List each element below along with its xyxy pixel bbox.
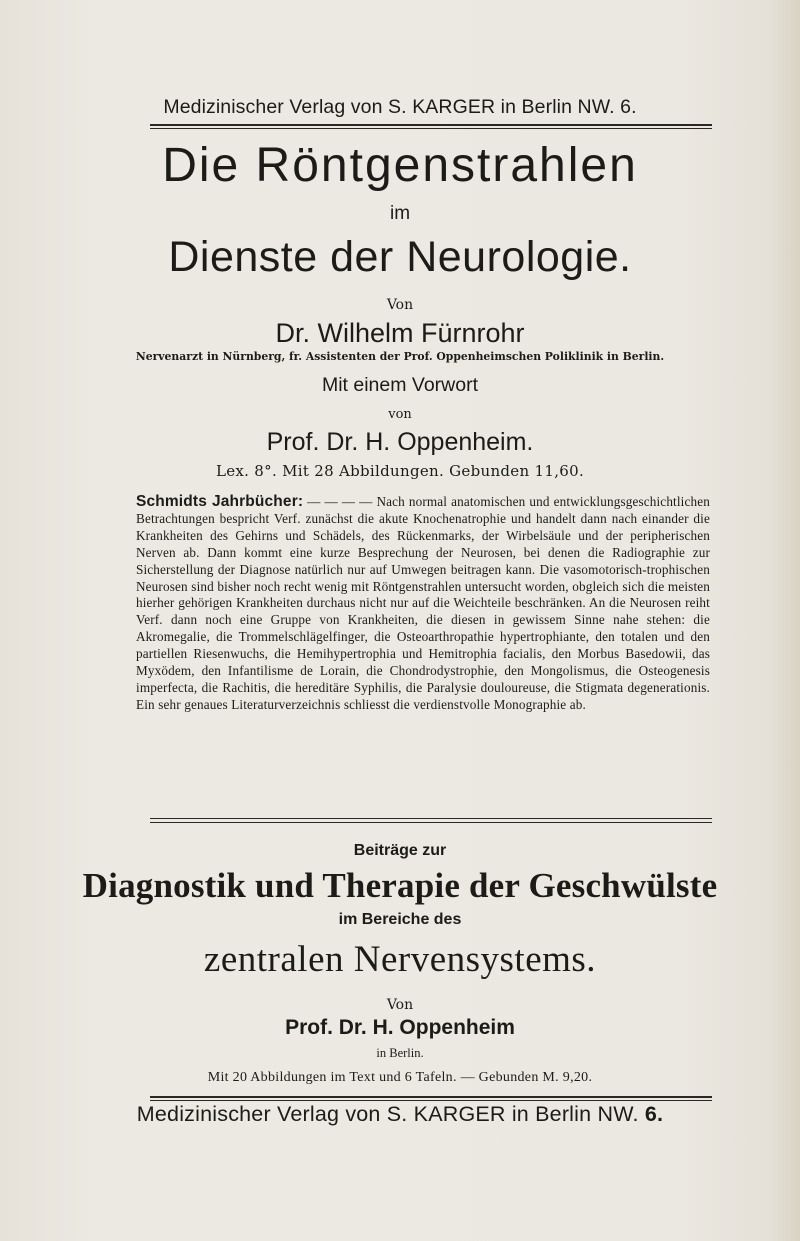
review-source: Schmidts Jahrbücher: (136, 493, 304, 510)
section-divider (150, 818, 712, 819)
book1-author: Dr. Wilhelm Fürnrohr (275, 318, 525, 348)
publisher-footer (0, 1102, 800, 1127)
book2-pre-title: Beiträge zur (353, 842, 447, 859)
book2-area: im Bereiche des (338, 911, 462, 928)
book1-by: Von (386, 297, 414, 313)
book1-title-connector: im (389, 203, 411, 224)
book2-author: Prof. Dr. H. Oppenheim (285, 1016, 515, 1039)
book2-by: Von (386, 997, 414, 1013)
header-rule (150, 124, 712, 126)
book1-review (136, 494, 710, 714)
review-text: — — — — Nach normal anatomischen und entwicklungsgeschichtlichen Betrachtungen bespricht Verf. zunächst die akute Knochenatrophie und handelt dann nach einander die Krankheiten des Gehirns und Schädels, des Rückenmarks, der Wirbelsäule und der peripherischen Nerven ab. Dann kommt eine kurze Besprechung der Neurosen, bei denen die Radiographie zur Sicherstellung der Diagnose natürlich nur auf Umwegen beitragen kann. Die vasomotorisch-trophischen Neurosen sind bisher noch recht wenig mit Röntgenstrahlen untersucht worden, obgleich sich die meisten hierher gehörigen Krankheiten durchaus nicht nur auf die Weichteile beschränken. An die Neurosen reiht Verf. dann noch eine Gruppe von Krankheiten, die diesen in gewissem Sinne nahe stehen: die Akromegalie, die Trommelschlägelfinger, die Osteoarthropathie hypertrophiante, den totalen und den partiellen Riesenwuchs, die Hemihypertrophia und Hemitrophia facialis, den Morbus Basedowii, das Myxödem, den Infantilisme de Lorain, die Chondrodystrophie, den Mongolismus, die Osteogenesis imperfecta, die Rachitis, die hereditäre Syphilis, die Paralysie douloureuse, die Stigmata degenerationis. Ein sehr genaues Literaturverzeichnis schliesst die verdienstvolle Monographie ab. (136, 494, 710, 712)
book2-title: Diagnostik und Therapie der Geschwülste (82, 866, 718, 905)
publisher-header: Medizinischer Verlag von S. KARGER in Berlin NW. 6. (163, 96, 637, 118)
book1-title: Die Röntgenstrahlen (162, 139, 638, 192)
book1-foreword-author: Prof. Dr. H. Oppenheim. (266, 428, 534, 456)
footer-rule-thin (150, 1100, 712, 1101)
header-rule-thin (150, 128, 712, 129)
section-divider-2 (150, 822, 712, 823)
footer-rule (150, 1096, 712, 1098)
book1-foreword: Mit einem Vorwort (321, 374, 479, 396)
footer-publisher-num: 6. (644, 1102, 664, 1126)
book1-subtitle: Dienste der Neurologie. (168, 233, 632, 281)
footer-publisher-text: Medizinischer Verlag von S. KARGER in Berlin NW. (136, 1102, 639, 1126)
book1-affiliation: Nervenarzt in Nürnberg, fr. Assistenten der Prof. Oppenheimschen Poliklinik in Berlin. (135, 350, 665, 363)
book1-foreword-by: von (388, 407, 412, 422)
book2-location: in Berlin. (376, 1046, 424, 1060)
book1-details: Lex. 8°. Mit 28 Abbildungen. Gebunden 11,60. (215, 462, 585, 480)
book2-subtitle: zentralen Nervensystems. (203, 939, 597, 980)
book2-details: Mit 20 Abbildungen im Text und 6 Tafeln. — Gebunden M. 9,20. (207, 1070, 593, 1085)
